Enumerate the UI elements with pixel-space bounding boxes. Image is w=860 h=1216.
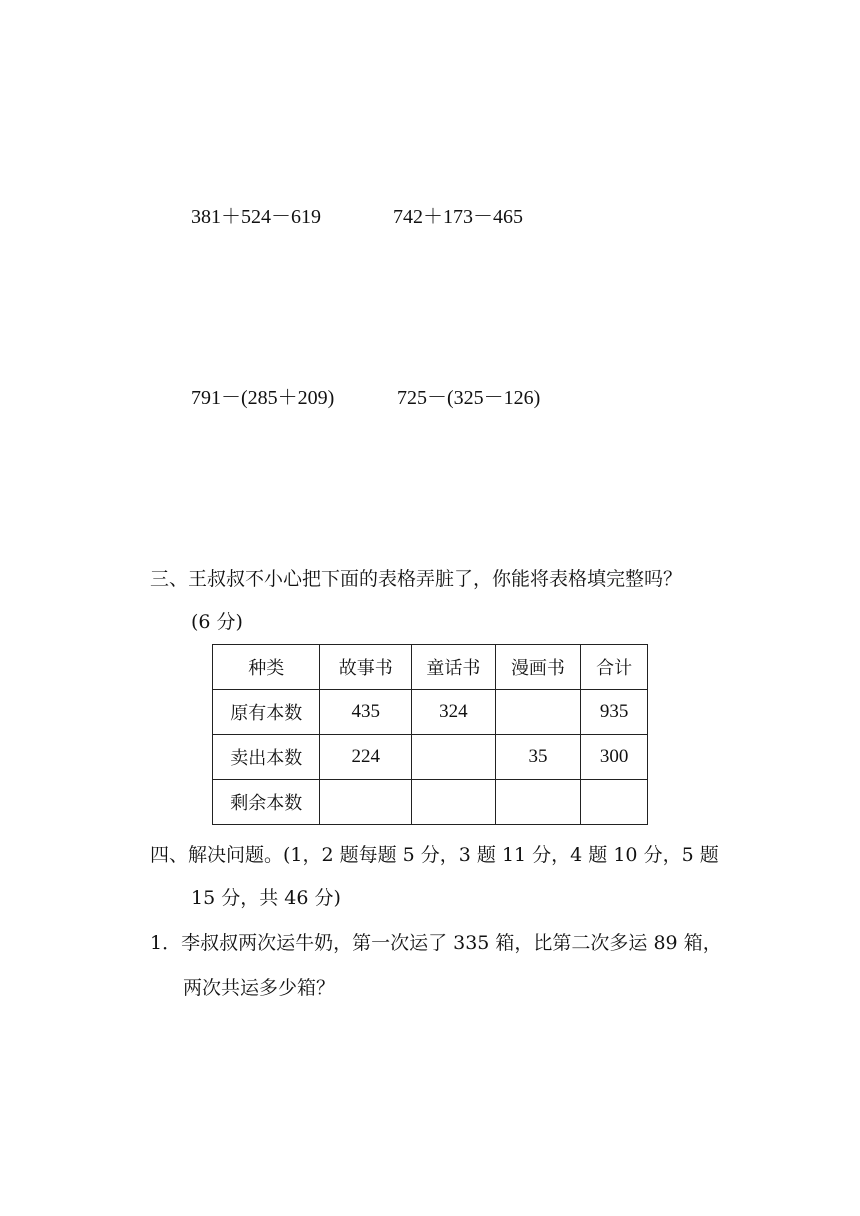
header-cell-category: 种类	[213, 645, 320, 690]
table-cell-blank	[412, 780, 496, 825]
table-cell: 435	[320, 690, 412, 735]
table-row	[213, 735, 648, 780]
expression-4: 725－(325－126)	[397, 387, 541, 409]
question-1-text-continued: 两次共运多少箱？	[183, 977, 336, 999]
table-cell-blank	[495, 780, 581, 825]
table-cell: 35	[495, 735, 581, 780]
table-cell-blank	[320, 780, 412, 825]
row-label-sold: 卖出本数	[213, 735, 320, 780]
table-cell-blank	[412, 735, 496, 780]
header-cell-total: 合计	[581, 645, 648, 690]
expression-1: 381＋524－619	[191, 206, 321, 228]
table-cell-blank	[495, 690, 581, 735]
header-cell-fairy-tales: 童话书	[412, 645, 496, 690]
section-3-title: 三、王叔叔不小心把下面的表格弄脏了，你能将表格填完整吗？	[150, 568, 683, 590]
section-4-points: 15 分，共 46 分)	[191, 887, 341, 909]
header-cell-story-books: 故事书	[320, 645, 412, 690]
table-header-row	[213, 645, 648, 690]
row-label-original: 原有本数	[213, 690, 320, 735]
table-cell-blank	[581, 780, 648, 825]
section-4-title: 四、解决问题。(1，2 题每题 5 分，3 题 11 分，4 题 10 分，5 题	[150, 844, 719, 866]
table-cell: 324	[412, 690, 496, 735]
books-table	[212, 644, 648, 825]
header-cell-comics: 漫画书	[495, 645, 581, 690]
table-row	[213, 690, 648, 735]
expression-2: 742＋173－465	[393, 206, 523, 228]
row-label-remaining: 剩余本数	[213, 780, 320, 825]
table-cell: 935	[581, 690, 648, 735]
section-3-points: (6 分)	[191, 611, 243, 633]
table-row	[213, 780, 648, 825]
question-1-text: 1．李叔叔两次运牛奶，第一次运了 335 箱，比第二次多运 89 箱，	[150, 932, 722, 954]
table-cell: 300	[581, 735, 648, 780]
expression-3: 791－(285＋209)	[191, 387, 335, 409]
table-cell: 224	[320, 735, 412, 780]
